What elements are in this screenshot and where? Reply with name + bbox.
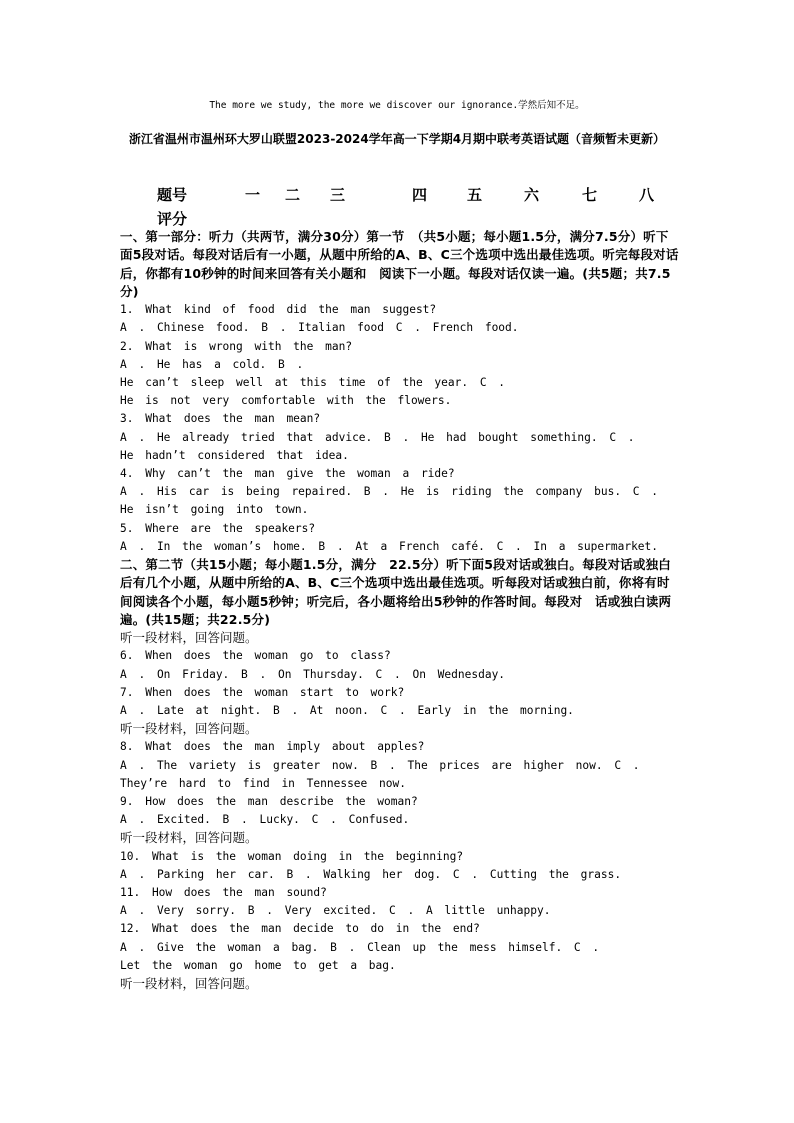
score-header-cell: 八 [639,186,655,204]
score-header-cell: 二 [285,186,301,204]
question-line: 4. Why can’t the man give the woman a ride? [120,467,455,481]
score-header-cell: 五 [467,186,483,204]
option-line: They’re hard to find in Tennessee now. [120,776,406,790]
score-header-cell: 六 [524,186,540,204]
question-line: 3. What does the man mean? [120,412,321,426]
option-line: A . He already tried that advice. B . He had bought something. C . [120,430,635,444]
score-header-cell: 一 [245,186,261,204]
part2-intro: 二、第二节（共15小题；每小题1.5分，满分 22.5分）听下面5段对话或独白。每段对话或独白后有几个小题，从题中所给的A、B、C三个选项中选出最佳选项。听每段对话或独白前，你将有时间阅读各个小题，每小题5秒钟；听完后，各小题将给出5秒钟的作答时间。每段对 话或独白读两遍。(共15题；共22.5分) [120,557,672,627]
option-line: A . In the woman’s home. B . At a French café. C . In a supermarket. [120,539,659,553]
question-line: 9. How does the man describe the woman? [120,795,418,809]
part1-intro: 一、第一部分：听力（共两节，满分30分）第一节 （共5小题；每小题1.5分，满分7.5分）听下面5段对话。每段对话后有一小题，从题中所给的A、B、C三个选项中选出最佳选项。听完每段对话后，你都有10秒钟的时间来回答有关小题和 阅读下一小题。每段对话仅读一遍。(共5题；共7.5分) [120,229,679,299]
header-note: The more we study, the more we discover our ignorance.学然后知不足。 [209,100,585,111]
score-table-header-row [157,184,677,206]
option-line: A . Chinese food. B . Italian food C . French food. [120,321,519,335]
option-line: Let the woman go home to get a bag. [120,958,396,972]
exam-content [120,228,680,993]
score-header-cell: 七 [582,186,598,204]
option-line: A . On Friday. B . On Thursday. C . On Wednesday. [120,667,506,681]
option-line: A . Excited. B . Lucky. C . Confused. [120,813,410,827]
document-title: 浙江省温州市温州环大罗山联盟2023-2024学年高一下学期4月期中联考英语试题（音频暂未更新） [128,132,666,146]
listen-instruction: 听一段材料，回答问题。 [120,721,258,737]
score-row-label: 评分 [157,210,188,228]
question-line: 12. What does the man decide to do in the end? [120,922,480,936]
part1-questions [120,301,680,556]
score-header-cell: 三 [330,186,346,204]
option-line: He can’t sleep well at this time of the year. C . [120,376,506,389]
question-line: 10. What is the woman doing in the beginning? [120,849,464,863]
option-line: A . His car is being repaired. B . He is riding the company bus. C . [120,485,659,499]
option-line: He is not very comfortable with the flowers. [120,394,452,408]
question-line: 1. What kind of food did the man suggest? [120,303,437,317]
option-line: A . Late at night. B . At noon. C . Early in the morning. [120,704,574,718]
option-line: A . The variety is greater now. B . The prices are higher now. C . [120,758,640,772]
score-header-cell: 题号 [157,186,188,204]
question-line: 11. How does the man sound? [120,886,327,900]
question-line: 7. When does the woman start to work? [120,685,405,699]
option-line: He isn’t going into town. [120,503,309,517]
option-line: A . Parking her car. B . Walking her dog. C . Cutting the grass. [120,867,622,881]
listen-instruction: 听一段材料，回答问题。 [120,976,258,992]
question-line: 8. What does the man imply about apples? [120,740,425,754]
option-line: A . Give the woman a bag. B . Clean up the mess himself. C . [120,940,600,954]
score-header-cell: 四 [412,186,428,204]
listen-instruction: 听一段材料，回答问题。 [120,630,258,646]
option-line: A . He has a cold. B . [120,357,304,371]
option-line: A . Very sorry. B . Very excited. C . A little unhappy. [120,904,551,918]
option-line: He hadn’t considered that idea. [120,448,349,462]
question-line: 6. When does the woman go to class? [120,649,391,663]
listen-instruction: 听一段材料，回答问题。 [120,830,258,846]
question-line: 2. What is wrong with the man? [120,339,353,353]
question-line: 5. Where are the speakers? [120,521,316,535]
